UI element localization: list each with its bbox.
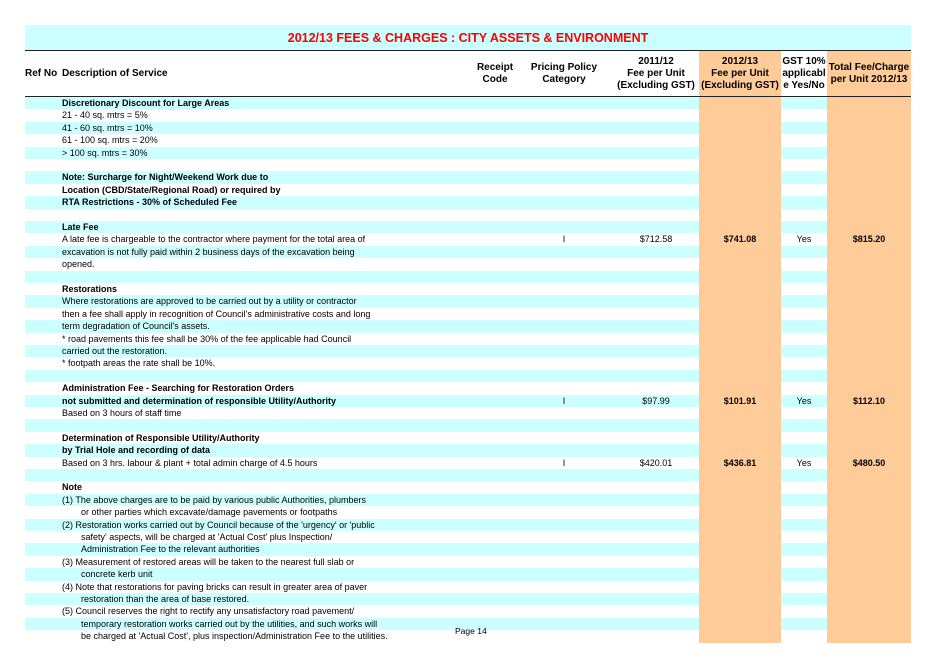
row-description: Restorations: [62, 284, 118, 294]
row-description: Administration Fee to the relevant authorities: [81, 544, 260, 555]
table-row: [25, 283, 911, 295]
table-row: [25, 457, 911, 469]
table-row: [25, 271, 911, 283]
pricing-cell: I: [562, 395, 566, 406]
fee-2012-cell: $436.81: [723, 457, 757, 468]
table-row: [25, 593, 911, 605]
row-description: > 100 sq. mtrs = 30%: [62, 147, 148, 158]
gst-cell: Yes: [796, 395, 812, 406]
row-description: by Trial Hole and recording of data: [62, 445, 211, 456]
table-row: [25, 345, 911, 357]
row-description: 41 - 60 sq. mtrs = 10%: [62, 122, 153, 133]
page-title: 2012/13 FEES & CHARGES : CITY ASSETS & ENVIRONMENT: [287, 31, 649, 45]
table-row: [25, 357, 911, 369]
table-row: [25, 419, 911, 431]
row-description: Where restorations are approved to be carried out by a utility or contractor: [62, 296, 357, 307]
fee-2011-cell: $712.58: [639, 234, 673, 245]
header-receipt-code: Receipt Code: [476, 61, 514, 85]
header-fee-2012: 2012/13 Fee per Unit (Excluding GST): [701, 55, 779, 91]
row-description: A late fee is chargeable to the contractor where payment for the total area of: [62, 234, 366, 245]
table-row: [25, 134, 911, 146]
row-description: then a fee shall apply in recognition of Council's administrative costs and long: [62, 308, 371, 319]
table-header: [25, 51, 911, 97]
header-gst: GST 10% applicabl e Yes/No: [782, 55, 826, 91]
row-description: excavation is not fully paid within 2 business days of the excavation being: [62, 246, 355, 257]
table-row: [25, 147, 911, 159]
table-row: [25, 308, 911, 320]
fee-2011-cell: $420.01: [639, 457, 673, 468]
row-description: not submitted and determination of responsible Utility/Authority: [62, 395, 337, 406]
header-pricing-policy: Pricing Policy Category: [530, 61, 598, 85]
table-row: [25, 109, 911, 121]
row-description: opened.: [62, 259, 95, 270]
row-description: restoration than the area of base restored.: [81, 594, 250, 604]
table-row: [25, 233, 911, 245]
total-cell: $480.50: [852, 457, 886, 468]
table-row: [25, 122, 911, 134]
table-row: [25, 407, 911, 419]
table-row: [25, 531, 911, 543]
row-description: RTA Restrictions - 30% of Scheduled Fee: [62, 197, 238, 208]
table-body: [25, 97, 911, 643]
table-row: [25, 382, 911, 394]
row-description: * footpath areas the rate shall be 10%.: [62, 358, 216, 369]
fee-2012-cell: $741.08: [723, 234, 757, 245]
row-description: Note: [62, 482, 82, 493]
table-row: [25, 258, 911, 270]
row-description: Late Fee: [62, 222, 99, 232]
row-description: * road pavements this fee shall be 30% of the fee applicable had Council: [62, 333, 352, 344]
table-row: [25, 221, 911, 233]
total-cell: $112.10: [852, 395, 886, 406]
row-description: (2) Restoration works carried out by Council because of the 'urgency' or 'public: [62, 519, 375, 530]
row-description: (3) Measurement of restored areas will be taken to the nearest full slab or: [62, 556, 355, 567]
row-description: term degradation of Council's assets.: [62, 321, 210, 332]
row-description: (5) Council reserves the right to rectify any unsatisfactory road pavement/: [62, 606, 355, 617]
row-description: or other parties which excavate/damage pavements or footpaths: [81, 507, 338, 518]
table-row: [25, 246, 911, 258]
table-row: [25, 196, 911, 208]
table-row: [25, 184, 911, 196]
table-row: [25, 506, 911, 518]
table-row: [25, 295, 911, 307]
row-description: Administration Fee - Searching for Restoration Orders: [62, 383, 295, 394]
table-row: [25, 543, 911, 555]
title-bar: [25, 25, 911, 51]
row-description: temporary restoration works carried out by the utilities, and such works will: [81, 618, 378, 629]
page-number: Page 14: [455, 626, 487, 636]
table-row: [25, 395, 911, 407]
fee-2011-cell: $97.99: [642, 395, 670, 406]
row-description: 61 - 100 sq. mtrs = 20%: [62, 135, 158, 146]
row-description: be charged at 'Actual Cost', plus inspection/Administration Fee to the utilities.: [81, 631, 388, 642]
table-row: [25, 320, 911, 332]
total-cell: $815.20: [852, 234, 886, 245]
row-description: carried out the restoration.: [62, 346, 168, 356]
row-description: Determination of Responsible Utility/Authority: [62, 432, 260, 443]
gst-cell: Yes: [796, 457, 812, 468]
header-total: Total Fee/Charge per Unit 2012/13: [828, 61, 910, 85]
row-description: Based on 3 hrs. labour & plant + total admin charge of 4.5 hours: [62, 457, 318, 468]
row-description: safety' aspects, will be charged at 'Actual Cost' plus Inspection/: [81, 532, 333, 542]
table-row: [25, 556, 911, 568]
table-row: [25, 494, 911, 506]
row-description: (4) Note that restorations for paving bricks can result in greater area of paver: [62, 581, 368, 592]
table-row: [25, 97, 911, 109]
table-row: [25, 481, 911, 493]
table-row: [25, 159, 911, 171]
fee-2012-cell: $101.91: [723, 395, 757, 406]
row-description: Location (CBD/State/Regional Road) or required by: [62, 184, 281, 195]
row-description: Based on 3 hours of staff time: [62, 408, 182, 418]
table-row: [25, 432, 911, 444]
header-description: Description of Service: [62, 67, 168, 79]
row-description: Note: Surcharge for Night/Weekend Work due to: [62, 172, 269, 183]
table-row: [25, 469, 911, 481]
table-row: [25, 519, 911, 531]
row-description: 21 - 40 sq. mtrs = 5%: [62, 110, 148, 121]
row-description: concrete kerb unit: [81, 569, 153, 580]
table-row: [25, 171, 911, 183]
table-row: [25, 370, 911, 382]
table-row: [25, 605, 911, 617]
header-ref-no: Ref No: [25, 67, 58, 79]
gst-cell: Yes: [796, 234, 812, 245]
pricing-cell: I: [562, 457, 566, 468]
table-row: [25, 209, 911, 221]
table-row: [25, 581, 911, 593]
pricing-cell: I: [562, 234, 566, 245]
header-fee-2011: 2011/12 Fee per Unit (Excluding GST): [617, 55, 695, 91]
row-description: Discretionary Discount for Large Areas: [62, 98, 230, 108]
table-row: [25, 568, 911, 580]
table-row: [25, 333, 911, 345]
table-row: [25, 444, 911, 456]
row-description: (1) The above charges are to be paid by various public Authorities, plumbers: [62, 494, 367, 505]
